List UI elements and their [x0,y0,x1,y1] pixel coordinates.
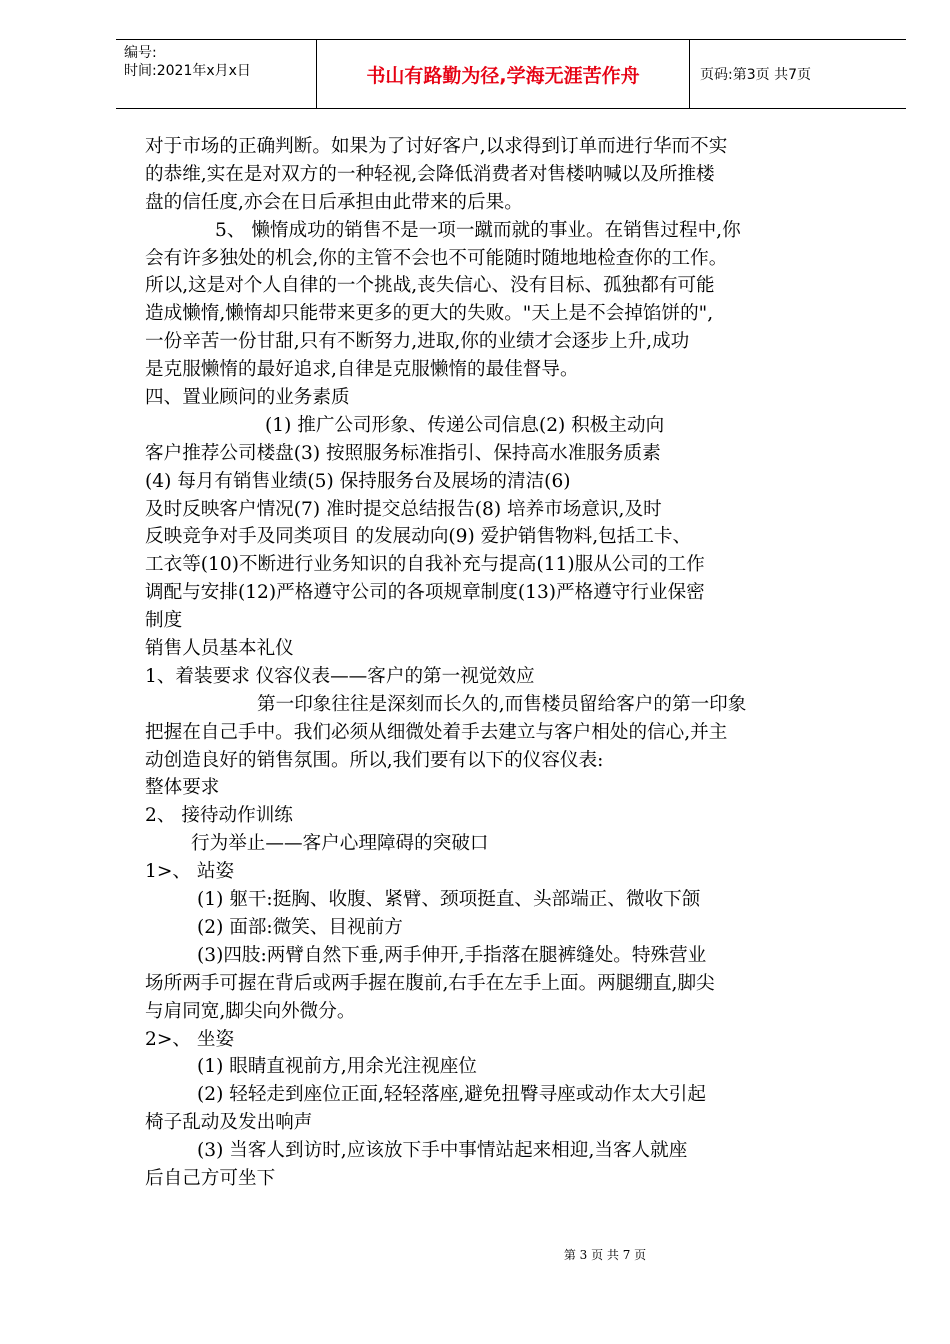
header-motto-cell [316,40,690,108]
text-line: (1) 眼睛直视前方,用余光注视座位 [197,1056,477,1078]
header-page-label: 页码:第3页 共7页 [700,67,811,83]
text-line: 盘的信任度,亦会在日后承担由此带来的后果。 [145,191,523,213]
text-line: 的恭维,实在是对双方的一种轻视,会降低消费者对售楼呐喊以及所推楼 [145,163,715,185]
text-line: 5、 懒惰成功的销售不是一项一蹴而就的事业。在销售过程中,你 [215,219,741,241]
text-line: 销售人员基本礼仪 [145,638,294,660]
text-line: 行为举止——客户心理障碍的突破口 [191,833,489,855]
text-line: 对于市场的正确判断。如果为了讨好客户,以求得到订单而进行华而不实 [145,136,728,157]
text-line: (1) 推广公司形象、传递公司信息(2) 积极主动向 [265,414,665,436]
text-line: 与肩同宽,脚尖向外微分。 [145,1000,356,1022]
text-line: 所以,这是对个人自律的一个挑战,丧失信心、没有目标、孤独都有可能 [145,275,715,297]
text-line: 2>、 坐姿 [145,1028,235,1050]
page-footer [0,1246,950,1263]
text-line: 一份辛苦一份甘甜,只有不断努力,进取,你的业绩才会逐步上升,成功 [145,331,690,353]
text-line: 1>、 站姿 [145,861,235,883]
text-line: 1、着装要求 仪容仪表——客户的第一视觉效应 [145,665,535,687]
text-line: 第一印象往往是深刻而长久的,而售楼员留给客户的第一印象 [257,693,747,715]
text-line: (3)四肢:两臂自然下垂,两手伸开,手指落在腿裤缝处。特殊营业 [197,944,707,966]
header-motto: 书山有路勤为径,学海无涯苦作舟 [366,64,640,87]
text-line: (4) 每月有销售业绩(5) 保持服务台及展场的清洁(6) [145,470,571,492]
text-line: 反映竞争对手及同类项目 的发展动向(9) 爱护销售物料,包括工卡、 [145,526,692,548]
header-number-label: 编号: [124,45,157,61]
text-line: 造成懒惰,懒惰却只能带来更多的更大的失败。"天上是不会掉馅饼的", [145,303,714,325]
text-line: 是克服懒惰的最好追求,自律是克服懒惰的最佳督导。 [145,359,579,381]
text-line: 客户推荐公司楼盘(3) 按照服务标准指引、保持高水准服务质素 [145,442,661,464]
text-line: 椅子乱动及发出响声 [145,1112,313,1134]
text-line: 制度 [145,610,183,632]
text-line: 把握在自己手中。我们必须从细微处着手去建立与客户相处的信心,并主 [145,721,728,743]
header-meta [116,40,316,108]
header-page-cell [690,40,906,108]
text-line: (2) 轻轻走到座位正面,轻轻落座,避免扭臀寻座或动作太大引起 [197,1084,706,1106]
text-line: 动创造良好的销售氛围。所以,我们要有以下的仪容仪表: [145,749,604,771]
header-time-label: 时间:2021年x月x日 [124,63,251,79]
text-line: 会有许多独处的机会,你的主管不会也不可能随时随地地检查你的工作。 [145,247,728,269]
text-line: (1) 躯干:挺胸、收腹、紧臂、颈项挺直、头部端正、微收下颌 [197,889,701,911]
text-line: 整体要求 [145,777,220,799]
footer-page-number: 第 3 页 共 7 页 [563,1248,647,1262]
text-line: 及时反映客户情况(7) 准时提交总结报告(8) 培养市场意识,及时 [145,498,662,520]
text-line: 工衣等(10)不断进行业务知识的自我补充与提高(11)服从公司的工作 [145,554,705,576]
text-line: 后自己方可坐下 [145,1167,276,1189]
text-line: (3) 当客人到访时,应该放下手中事情站起来相迎,当客人就座 [197,1140,688,1162]
text-line: 四、置业顾问的业务素质 [145,387,350,409]
document-body [145,133,875,1193]
text-line: (2) 面部:微笑、目视前方 [197,916,403,938]
page-header [116,39,906,109]
text-line: 2、 接待动作训练 [145,805,293,827]
text-line: 场所两手可握在背后或两手握在腹前,右手在左手上面。两腿绷直,脚尖 [145,972,715,994]
text-line: 调配与安排(12)严格遵守公司的各项规章制度(13)严格遵守行业保密 [145,582,705,604]
